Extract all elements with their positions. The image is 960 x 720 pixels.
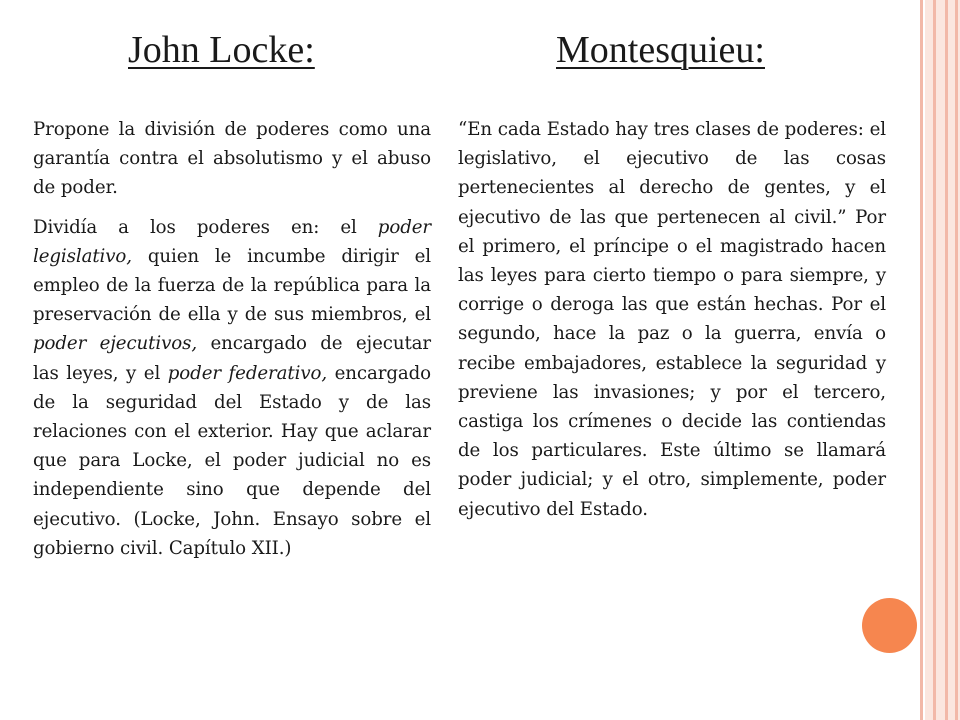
left-column [33,115,431,573]
right-paragraph: “En cada Estado hay tres clases de poderes: el legislativo, el ejecutivo de las cosas pertenecientes al derecho de gentes, y el ejecutivo de las que pertenecen al civil.” Por el primero, el príncipe o el magistrado hacen las leyes para cierto tiempo o para siempre, y corrige o deroga las que están hechas. Por el segundo, hace la paz o la guerra, envía o recibe embajadores, establece la seguridad y previene las invasiones; y por el tercero, castiga los crímenes o decide las contiendas de los particulares. Este último se llamará poder judicial; y el otro, simplemente, poder ejecutivo del Estado. [458,119,886,520]
right-title: Montesquieu: [556,29,765,71]
italic-term: poder federativo, [167,362,328,384]
band-line [933,0,936,720]
text-span: quien le incumbe dirigir el empleo de la fuerza de la república para la preservación de ella y de sus miembros, el [33,245,431,326]
text-span: encargado de ejecutar las leyes, y el [33,333,431,384]
orange-dot [862,598,917,653]
side-band [925,0,960,720]
italic-term: poder ejecutivos, [33,333,198,355]
left-title: John Locke: [128,29,315,71]
left-paragraph-2 [33,213,431,563]
text-span: Dividía a los poderes en: el [33,216,378,238]
text-span: encargado de la seguridad del Estado y de las relaciones con el exterior. Hay que aclarar que para Locke, el poder judicial no es independiente sino que depende del ejecutivo. (Locke, John. Ensayo sobre el gobierno civil. Capítulo XII.) [33,362,432,559]
band-line [945,0,948,720]
left-paragraph-1: Propone la división de poderes como una garantía contra el absolutismo y el abuso de poder. [33,119,431,199]
italic-term: poder legislativo, [33,216,431,267]
right-column [458,115,886,534]
band-line [955,0,958,720]
